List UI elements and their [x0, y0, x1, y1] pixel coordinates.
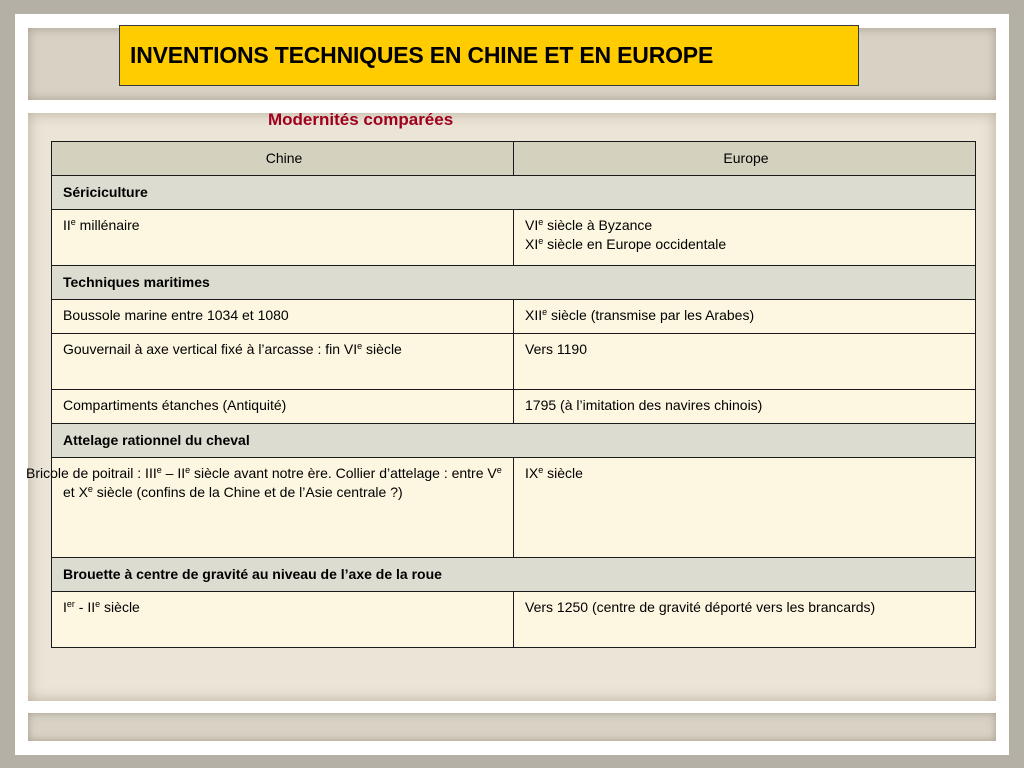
title-box	[119, 25, 859, 86]
table-row	[52, 300, 976, 334]
cell-europe: 1795 (à l’imitation des navires chinois)	[514, 390, 976, 424]
column-header-europe: Europe	[514, 142, 976, 176]
comparison-table	[26, 141, 976, 648]
cell-europe: VIe siècle à Byzance XIe siècle en Europe occidentale	[514, 210, 976, 266]
cell-europe: Vers 1190	[514, 334, 976, 390]
section-row	[52, 266, 976, 300]
section-title-sericiculture: Sériciculture	[52, 176, 976, 210]
table-row	[52, 592, 976, 648]
section-title-brouette: Brouette à centre de gravité au niveau de l’axe de la roue	[52, 558, 976, 592]
section-title-attelage: Attelage rationnel du cheval	[52, 424, 976, 458]
cell-europe: Vers 1250 (centre de gravité déporté vers les brancards)	[514, 592, 976, 648]
footer-band	[28, 713, 996, 741]
column-header-chine: Chine	[52, 142, 514, 176]
section-row	[52, 558, 976, 592]
cell-chine: Boussole marine entre 1034 et 1080	[52, 300, 514, 334]
table-header-row	[52, 142, 976, 176]
table-row	[52, 458, 976, 558]
cell-chine: IIe millénaire	[52, 210, 514, 266]
cell-chine: Compartiments étanches (Antiquité)	[52, 390, 514, 424]
cell-europe: IXe siècle	[514, 458, 976, 558]
table-row	[52, 390, 976, 424]
page-title: INVENTIONS TECHNIQUES EN CHINE ET EN EUROPE	[130, 42, 714, 68]
table-row	[52, 210, 976, 266]
cell-chine: Ier - IIe siècle	[52, 592, 514, 648]
section-row	[52, 424, 976, 458]
cell-chine: Gouvernail à axe vertical fixé à l’arcasse : fin VIe siècle	[52, 334, 514, 390]
subtitle: Modernités comparées	[268, 110, 454, 129]
section-title-techniques-maritimes: Techniques maritimes	[52, 266, 976, 300]
section-row	[52, 176, 976, 210]
cell-chine: Bricole de poitrail : IIIe – IIe siècle avant notre ère. Collier d’attelage : entre Ve et Xe siècle (confins de la Chine et de l’Asie centrale ?)	[52, 458, 514, 558]
table-row	[52, 334, 976, 390]
cell-europe: XIIe siècle (transmise par les Arabes)	[514, 300, 976, 334]
